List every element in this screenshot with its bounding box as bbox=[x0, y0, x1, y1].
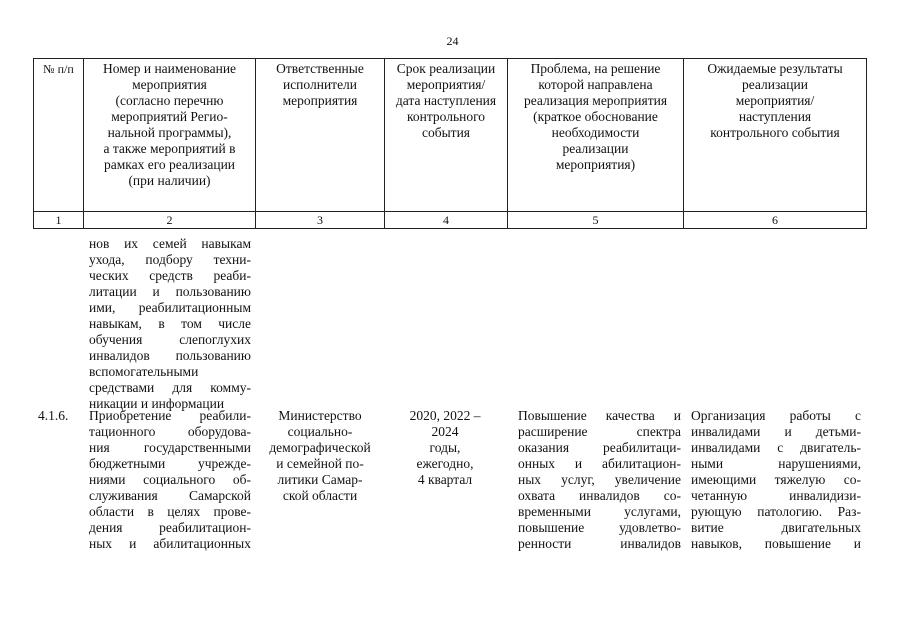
column-number: 2 bbox=[84, 212, 256, 229]
column-number: 6 bbox=[684, 212, 867, 229]
header-problem: Проблема, на решение которой направлена реализация мероприятия (краткое обоснование необходимости реализации мероприятия) bbox=[508, 59, 684, 212]
row-executor: Министерство социально- демографической и семейной по- литики Самар- ской области bbox=[269, 408, 371, 503]
column-number: 5 bbox=[508, 212, 684, 229]
row-name: Приобретение реабили- тационного оборудова- ния государственными бюджетными учрежде- ниями социального об- служивания Самарской области в целях прове- дения реабилитацион- ных и абилитационных bbox=[89, 408, 251, 551]
column-number: 3 bbox=[256, 212, 385, 229]
header-result: Ожидаемые результаты реализации мероприятия/ наступления контрольного события bbox=[684, 59, 867, 212]
header-term: Срок реализации мероприятия/ дата наступления контрольного события bbox=[385, 59, 508, 212]
column-number: 4 bbox=[385, 212, 508, 229]
row-term: 2020, 2022 – 2024 годы, ежегодно, 4 квартал bbox=[409, 408, 481, 487]
header-executor: Ответственные исполнители мероприятия bbox=[256, 59, 385, 212]
header-number: № п/п bbox=[34, 59, 84, 212]
header-row bbox=[34, 59, 867, 212]
row-result: Организация работы с инвалидами и детьми- инвалидами с двигатель- ными нарушениями, имеющими тяжелую со- четанную инвалидизи- рующую патологию. Раз- витие двигательных навыков, повышение и bbox=[691, 408, 861, 551]
column-number-row bbox=[34, 212, 867, 229]
header-table bbox=[33, 58, 867, 229]
row-number: 4.1.6. bbox=[38, 408, 69, 423]
column-number: 1 bbox=[34, 212, 84, 229]
row-problem: Повышение качества и расширение спектра оказания реабилитаци- онных и абилитацион- ных услуг, увеличение охвата инвалидов со- временными услугами, повышение удовлетво- ренности инвалидов bbox=[518, 408, 681, 551]
header-name: Номер и наименование мероприятия (согласно перечню мероприятий Регио- нальной программы), а также мероприятий в рамках его реализации (при наличии) bbox=[84, 59, 256, 212]
page-number: 24 bbox=[446, 34, 459, 48]
continuation-text: нов их семей навыкам ухода, подбору техни- ческих средств реаби- литации и пользованию ими, реабилитационным навыкам, в том числе обучения слепоглухих инвалидов пользованию вспомогательными средствами для комму- никации и информации bbox=[89, 236, 251, 411]
